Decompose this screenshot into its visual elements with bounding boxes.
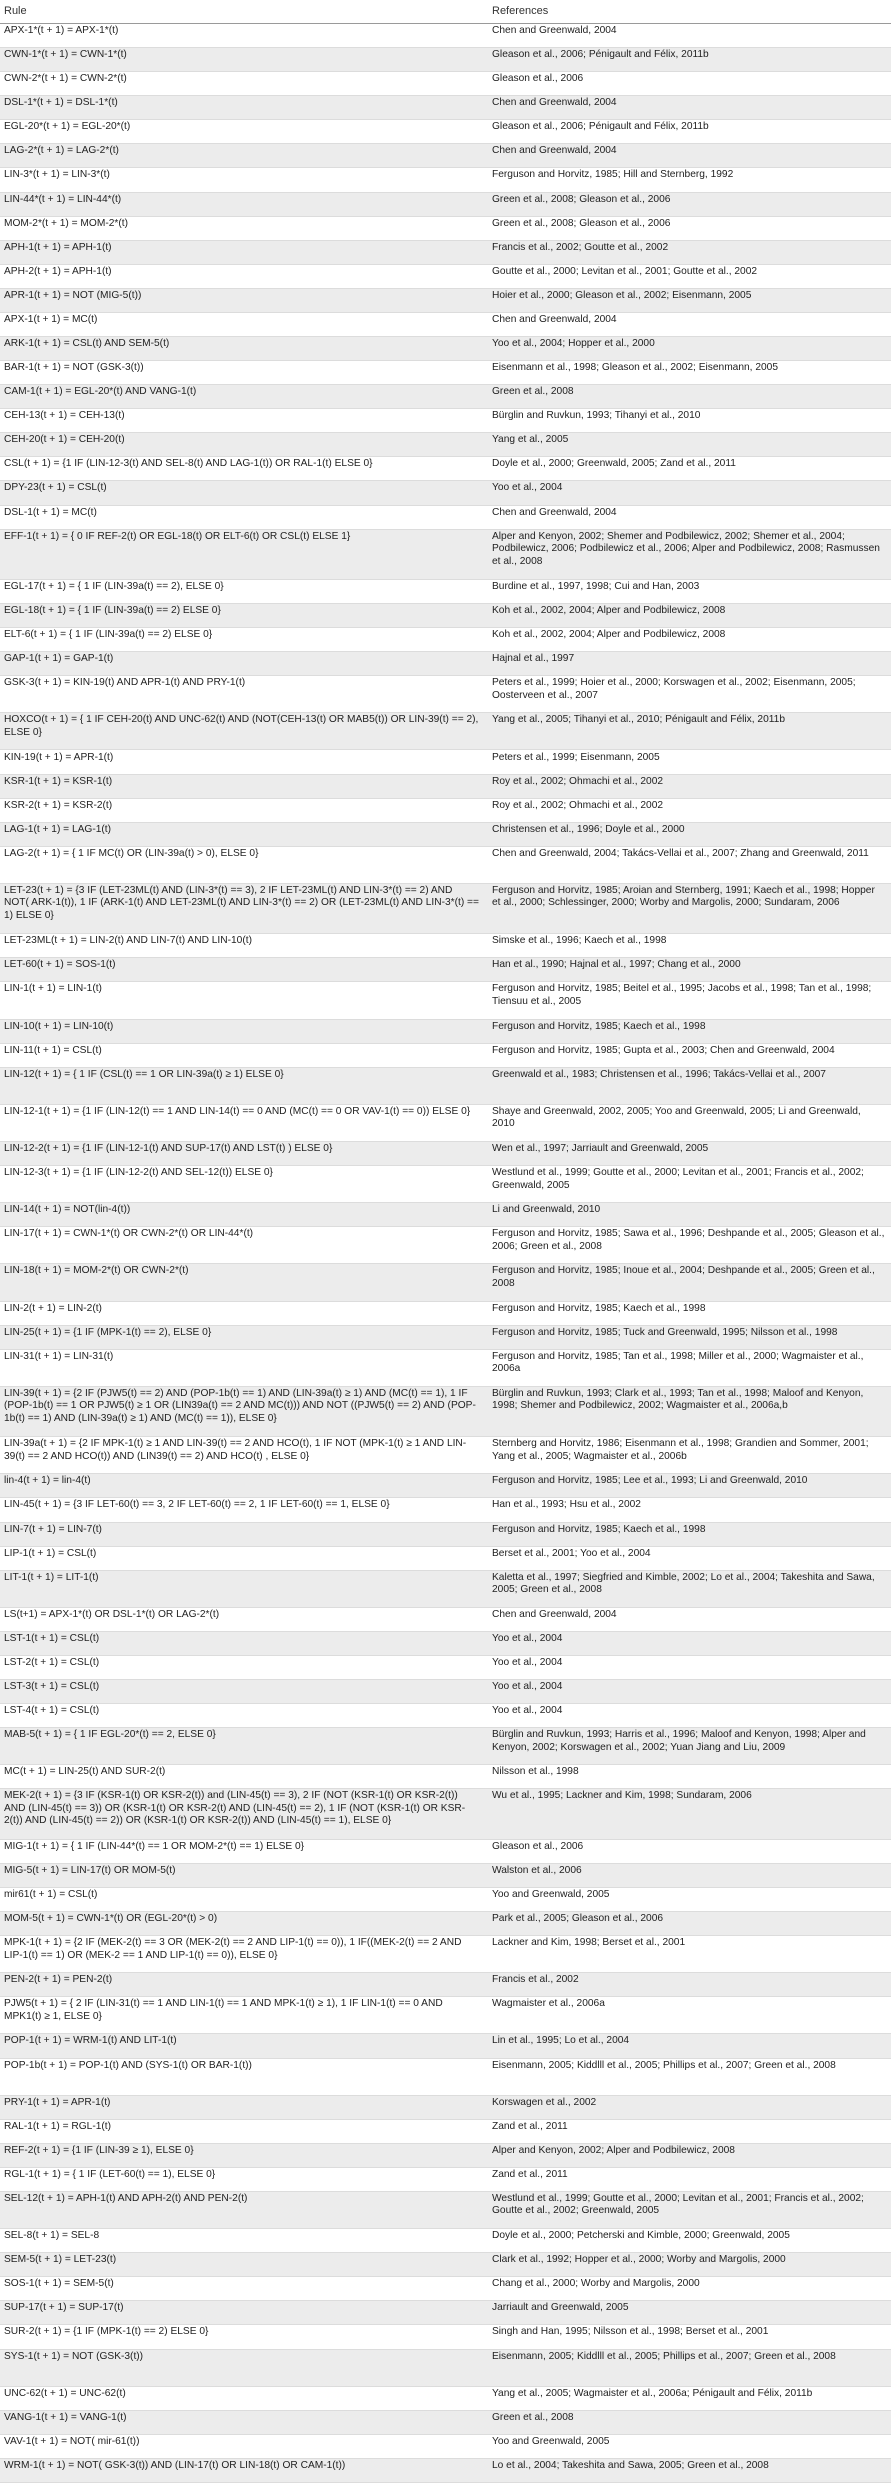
rule-cell: UNC-62(t + 1) = UNC-62(t): [4, 2387, 126, 2399]
table-row: [0, 1227, 891, 1264]
rule-cell: LIN-10(t + 1) = LIN-10(t): [4, 1020, 114, 1032]
rule-cell: LIN-25(t + 1) = {1 IF (MPK-1(t) == 2), ELSE 0}: [4, 1326, 212, 1338]
reference-cell: Ferguson and Horvitz, 1985; Kaech et al., 1998: [492, 1020, 706, 1032]
table-row: [0, 72, 891, 96]
reference-cell: Ferguson and Horvitz, 1985; Lee et al., 1993; Li and Greenwald, 2010: [492, 1475, 808, 1487]
rule-cell: EGL-20*(t + 1) = EGL-20*(t): [4, 121, 131, 133]
rule-cell: SEM-5(t + 1) = LET-23(t): [4, 2254, 117, 2266]
table-row: [0, 1656, 891, 1680]
rule-cell: LIN-39a(t + 1) = {2 IF MPK-1(t) ≥ 1 AND LIN-39(t) == 2 AND HCO(t), 1 IF NOT (MPK-1(t) ≥ 1 AND LIN-39(t) == 2 AND HCO(t)) AND (LIN39(t) == 2) AND HCO(t) , ELSE 0}: [4, 1438, 467, 1462]
table-row: [0, 313, 891, 337]
rule-cell: KIN-19(t + 1) = APR-1(t): [4, 751, 114, 763]
reference-cell: Ferguson and Horvitz, 1985; Sawa et al., 1996; Deshpande et al., 2005; Gleason et al., 2006; Green et al., 2008: [492, 1228, 885, 1252]
reference-cell: Doyle et al., 2000; Petcherski and Kimble, 2000; Greenwald, 2005: [492, 2230, 790, 2242]
reference-cell: Sternberg and Horvitz, 1986; Eisenmann et al., 1998; Grandien and Sommer, 2001; Yang et al., 2005; Wagmaister et al., 2006b: [492, 1438, 869, 1462]
rule-cell: LIN-11(t + 1) = CSL(t): [4, 1044, 102, 1056]
table-row: [0, 48, 891, 72]
rule-cell: LET-23ML(t + 1) = LIN-2(t) AND LIN-7(t) AND LIN-10(t): [4, 935, 252, 947]
table-row: [0, 1608, 891, 1632]
reference-cell: Green et al., 2008; Gleason et al., 2006: [492, 217, 671, 229]
rule-cell: MAB-5(t + 1) = { 1 IF EGL-20*(t) == 2, ELSE 0}: [4, 1729, 216, 1741]
reference-cell: Chen and Greenwald, 2004: [492, 25, 617, 36]
table-row: [0, 433, 891, 457]
rule-cell: APH-2(t + 1) = APH-1(t): [4, 265, 112, 277]
rule-cell: KSR-1(t + 1) = KSR-1(t): [4, 775, 113, 787]
rule-cell: LAG-2*(t + 1) = LAG-2*(t): [4, 145, 119, 157]
reference-cell: Walston et al., 2006: [492, 1864, 582, 1876]
reference-cell: Korswagen et al., 2002: [492, 2096, 597, 2108]
table-row: [0, 1789, 891, 1839]
rule-cell: LST-1(t + 1) = CSL(t): [4, 1632, 100, 1644]
rule-cell: MOM-2*(t + 1) = MOM-2*(t): [4, 217, 128, 229]
table-row: [0, 2277, 891, 2301]
table-row: [0, 847, 891, 884]
reference-cell: Chang et al., 2000; Worby and Margolis, 2000: [492, 2278, 700, 2290]
table-row: [0, 1680, 891, 1704]
rule-cell: LIN-12-1(t + 1) = {1 IF (LIN-12(t) == 1 AND LIN-14(t) == 0 AND (MC(t) == 0 OR VAV-1(t) == 0)) ELSE 0}: [4, 1105, 471, 1117]
reference-cell: Yoo et al., 2004: [492, 482, 563, 494]
table-row: [0, 676, 891, 713]
reference-cell: Peters et al., 1999; Hoier et al., 2000; Korswagen et al., 2002; Eisenmann, 2005; Oosterveen et al., 2007: [492, 677, 856, 701]
rule-cell: RAL-1(t + 1) = RGL-1(t): [4, 2120, 111, 2132]
header-rule: Rule: [4, 5, 27, 17]
rule-cell: MIG-5(t + 1) = LIN-17(t) OR MOM-5(t): [4, 1864, 176, 1876]
table-row: [0, 385, 891, 409]
reference-cell: Ferguson and Horvitz, 1985; Kaech et al., 1998: [492, 1523, 706, 1535]
rule-cell: POP-1b(t + 1) = POP-1(t) AND (SYS-1(t) OR BAR-1(t)): [4, 2059, 252, 2071]
table-row: [0, 1840, 891, 1864]
table-row: [0, 580, 891, 604]
table-row: [0, 823, 891, 847]
table-row: [0, 1912, 891, 1936]
table-row: [0, 713, 891, 750]
table-row: [0, 1044, 891, 1068]
rule-cell: PRY-1(t + 1) = APR-1(t): [4, 2096, 111, 2108]
table-row: [0, 1068, 891, 1105]
reference-cell: Francis et al., 2002: [492, 1974, 579, 1986]
table-row: [0, 1302, 891, 1326]
reference-cell: Burdine et al., 1997, 1998; Cui and Han, 2003: [492, 580, 700, 592]
reference-cell: Jarriault and Greenwald, 2005: [492, 2302, 629, 2314]
rule-cell: LST-2(t + 1) = CSL(t): [4, 1657, 100, 1668]
reference-cell: Lackner and Kim, 1998; Berset et al., 2001: [492, 1937, 686, 1949]
rule-cell: LET-23(t + 1) = {3 IF (LET-23ML(t) AND (LIN-3*(t) == 3), 2 IF LET-23ML(t) AND LIN-3*(t) == 2) AND NOT( ARK-1(t)), 1 IF (ARK-1(t) AND LET-23ML(t) AND LIN-3*(t) == 2) OR (LET-23ML(t) AND LIN-3*(t) == 1) ELSE 0}: [4, 884, 479, 921]
rule-cell: MOM-5(t + 1) = CWN-1*(t) OR (EGL-20*(t) > 0): [4, 1912, 218, 1924]
rule-cell: RGL-1(t + 1) = { 1 IF (LET-60(t) == 1), ELSE 0}: [4, 2168, 216, 2180]
table-row: [0, 1997, 891, 2034]
table-row: [0, 1387, 891, 1437]
reference-cell: Lo et al., 2004; Takeshita and Sawa, 2005; Green et al., 2008: [492, 2459, 769, 2471]
table-row: [0, 1474, 891, 1498]
reference-cell: Gleason et al., 2006; Pénigault and Félix, 2011b: [492, 49, 709, 61]
reference-cell: Yoo et al., 2004: [492, 1657, 563, 1668]
reference-cell: Han et al., 1993; Hsu et al., 2002: [492, 1499, 641, 1511]
rule-cell: LST-3(t + 1) = CSL(t): [4, 1681, 100, 1693]
rule-cell: LIN-44*(t + 1) = LIN-44*(t): [4, 193, 122, 205]
rule-cell: CEH-20(t + 1) = CEH-20(t): [4, 434, 125, 446]
reference-cell: Bürglin and Ruvkun, 1993; Harris et al., 1996; Maloof and Kenyon, 1998; Alper and Kenyon, 2002; Korswagen et al., 2002; Yuan Jiang and Liu, 2009: [492, 1729, 866, 1753]
rule-cell: DSL-1*(t + 1) = DSL-1*(t): [4, 97, 118, 109]
table-row: [0, 2096, 891, 2120]
rule-cell: SUP-17(t + 1) = SUP-17(t): [4, 2302, 124, 2314]
reference-cell: Peters et al., 1999; Eisenmann, 2005: [492, 751, 660, 763]
table-row: [0, 775, 891, 799]
table-row: [0, 1728, 891, 1765]
rule-cell: SOS-1(t + 1) = SEM-5(t): [4, 2278, 114, 2290]
reference-cell: Doyle et al., 2000; Greenwald, 2005; Zand et al., 2011: [492, 458, 736, 470]
table-row: [0, 604, 891, 628]
table-row: [0, 193, 891, 217]
rule-cell: CWN-1*(t + 1) = CWN-1*(t): [4, 49, 127, 61]
table-row: [0, 958, 891, 982]
table-row: [0, 289, 891, 313]
reference-cell: Westlund et al., 1999; Goutte et al., 2000; Levitan et al., 2001; Francis et al., 2002; Goutte et al., 2002; Greenwald, 2005: [492, 2192, 864, 2217]
rule-cell: LAG-1(t + 1) = LAG-1(t): [4, 823, 112, 835]
reference-cell: Berset et al., 2001; Yoo et al., 2004: [492, 1547, 651, 1559]
table-row: [0, 481, 891, 505]
table-row: [0, 2411, 891, 2435]
reference-cell: Koh et al., 2002, 2004; Alper and Podbilewicz, 2008: [492, 629, 726, 641]
reference-cell: Eisenmann et al., 1998; Gleason et al., 2002; Eisenmann, 2005: [492, 362, 779, 374]
rule-cell: LIN-31(t + 1) = LIN-31(t): [4, 1350, 114, 1362]
reference-cell: Koh et al., 2002, 2004; Alper and Podbilewicz, 2008: [492, 604, 726, 616]
reference-cell: Gleason et al., 2006: [492, 73, 584, 85]
reference-cell: Alper and Kenyon, 2002; Alper and Podbilewicz, 2008: [492, 2144, 735, 2156]
rule-cell: SYS-1(t + 1) = NOT (GSK-3(t)): [4, 2350, 144, 2362]
reference-cell: Ferguson and Horvitz, 1985; Beitel et al., 1995; Jacobs et al., 1998; Tan et al., 1998; Tiensuu et al., 2005: [492, 983, 872, 1007]
rule-cell: MEK-2(t + 1) = {3 IF (KSR-1(t) OR KSR-2(t)) and (LIN-45(t) == 3), 2 IF (NOT (KSR-1(t) OR KSR-2(t)) AND (LIN-45(t) == 3)) OR (KSR-1(t) OR KSR-2(t) AND (LIN-45(t) == 2), 1 IF (NOT (KSR-1(t) OR KSR-2(t)) AND (LIN-45(t) == 2)) OR (KSR-1(t) OR KSR-2(t)) AND (LIN-45(t) == 1), ELSE 0}: [4, 1790, 466, 1827]
reference-cell: Hoier et al., 2000; Gleason et al., 2002; Eisenmann, 2005: [492, 289, 752, 301]
rule-cell: DPY-23(t + 1) = CSL(t): [4, 482, 107, 494]
reference-cell: Chen and Greenwald, 2004: [492, 1608, 617, 1620]
table-row: [0, 144, 891, 168]
table-row: [0, 652, 891, 676]
reference-cell: Lin et al., 1995; Lo et al., 2004: [492, 2035, 630, 2047]
rule-cell: SEL-8(t + 1) = SEL-8: [4, 2230, 100, 2242]
rule-cell: POP-1(t + 1) = WRM-1(t) AND LIT-1(t): [4, 2035, 177, 2047]
table-row: [0, 168, 891, 192]
rule-cell: SEL-12(t + 1) = APH-1(t) AND APH-2(t) AND PEN-2(t): [4, 2192, 248, 2204]
table-row: [0, 2301, 891, 2325]
table-row: [0, 2435, 891, 2459]
reference-cell: Yang et al., 2005: [492, 434, 569, 446]
table-row: [0, 457, 891, 481]
table-row: [0, 1437, 891, 1474]
rule-cell: GAP-1(t + 1) = GAP-1(t): [4, 653, 114, 665]
reference-cell: Yoo and Greenwald, 2005: [492, 2435, 610, 2447]
table-row: [0, 1547, 891, 1571]
reference-cell: Bürglin and Ruvkun, 1993; Tihanyi et al., 2010: [492, 410, 701, 422]
reference-cell: Ferguson and Horvitz, 1985; Hill and Sternberg, 1992: [492, 169, 734, 181]
table-row: [0, 1350, 891, 1387]
reference-cell: Gleason et al., 2006; Pénigault and Félix, 2011b: [492, 121, 709, 133]
reference-cell: Wu et al., 1995; Lackner and Kim, 1998; Sundaram, 2006: [492, 1790, 752, 1802]
rule-cell: PJW5(t + 1) = { 2 IF (LIN-31(t) == 1 AND LIN-1(t) == 1 AND MPK-1(t) ≥ 1), 1 IF LIN-1(t) == 0 AND MPK1(t) ≥ 1, ELSE 0}: [4, 1998, 443, 2022]
reference-cell: Wen et al., 1997; Jarriault and Greenwald, 2005: [492, 1143, 709, 1154]
reference-cell: Bürglin and Ruvkun, 1993; Clark et al., 1993; Tan et al., 1998; Maloof and Kenyon, 1998; Shemer and Podbilewicz, 2002; Wagmaister et al., 2006a,b: [492, 1387, 864, 1412]
rule-cell: PEN-2(t + 1) = PEN-2(t): [4, 1974, 113, 1986]
reference-cell: Eisenmann, 2005; Kiddlll et al., 2005; Phillips et al., 2007; Green et al., 2008: [492, 2059, 836, 2071]
rule-cell: REF-2(t + 1) = {1 IF (LIN-39 ≥ 1), ELSE 0}: [4, 2144, 194, 2156]
rule-cell: APX-1*(t + 1) = APX-1*(t): [4, 25, 119, 36]
reference-cell: Gleason et al., 2006: [492, 1840, 584, 1852]
table-row: [0, 217, 891, 241]
reference-cell: Ferguson and Horvitz, 1985; Tuck and Greenwald, 1995; Nilsson et al., 1998: [492, 1326, 838, 1338]
rule-cell: LIN-45(t + 1) = {3 IF LET-60(t) == 3, 2 IF LET-60(t) == 2, 1 IF LET-60(t) == 1, ELSE 0}: [4, 1499, 390, 1511]
table-row: [0, 2387, 891, 2411]
reference-cell: Alper and Kenyon, 2002; Shemer and Podbilewicz, 2002; Shemer et al., 2004; Podbilewicz, 2006; Podbilewicz et al., 2006; Alper and Podbilewicz, 2008; Rasmussen et al., 2008: [492, 530, 880, 567]
reference-cell: Li and Greenwald, 2010: [492, 1204, 601, 1216]
table-row: [0, 530, 891, 580]
table-row: [0, 506, 891, 530]
reference-cell: Yang et al., 2005; Wagmaister et al., 2006a; Pénigault and Félix, 2011b: [492, 2387, 813, 2399]
table-row: [0, 1632, 891, 1656]
table-row: [0, 1936, 891, 1973]
table-row: [0, 2229, 891, 2253]
table-row: [0, 1264, 891, 1301]
rule-cell: CSL(t + 1) = {1 IF (LIN-12-3(t) AND SEL-8(t) AND LAG-1(t)) OR RAL-1(t) ELSE 0}: [4, 458, 373, 470]
reference-cell: Eisenmann, 2005; Kiddlll et al., 2005; Phillips et al., 2007; Green et al., 2008: [492, 2350, 836, 2362]
reference-cell: Francis et al., 2002; Goutte et al., 2002: [492, 241, 669, 253]
reference-cell: Simske et al., 1996; Kaech et al., 1998: [492, 935, 667, 947]
rule-cell: CEH-13(t + 1) = CEH-13(t): [4, 410, 125, 422]
rule-cell: SUR-2(t + 1) = {1 IF (MPK-1(t) == 2) ELSE 0}: [4, 2326, 209, 2338]
table-row: [0, 1523, 891, 1547]
reference-cell: Chen and Greenwald, 2004: [492, 145, 617, 157]
rule-cell: mir61(t + 1) = CSL(t): [4, 1888, 98, 1900]
rule-cell: LAG-2(t + 1) = { 1 IF MC(t) OR (LIN-39a(t) > 0), ELSE 0}: [4, 847, 259, 859]
reference-cell: Yang et al., 2005; Tihanyi et al., 2010; Pénigault and Félix, 2011b: [492, 714, 785, 726]
table-row: [0, 1203, 891, 1227]
table-row: [0, 2034, 891, 2058]
reference-cell: Zand et al., 2011: [492, 2120, 568, 2132]
rule-cell: EGL-18(t + 1) = { 1 IF (LIN-39a(t) == 2) ELSE 0}: [4, 604, 221, 616]
reference-cell: Wagmaister et al., 2006a: [492, 1998, 605, 2010]
table-row: [0, 2120, 891, 2144]
table-row: [0, 1571, 891, 1608]
reference-cell: Hajnal et al., 1997: [492, 653, 575, 665]
reference-cell: Chen and Greenwald, 2004: [492, 313, 617, 325]
reference-cell: Westlund et al., 1999; Goutte et al., 2000; Levitan et al., 2001; Francis et al., 2002; Greenwald, 2005: [492, 1167, 864, 1191]
reference-cell: Chen and Greenwald, 2004: [492, 97, 617, 109]
table-row: [0, 2144, 891, 2168]
reference-cell: Chen and Greenwald, 2004; Takács-Vellai et al., 2007; Zhang and Greenwald, 2011: [492, 847, 869, 859]
header-references: References: [492, 5, 549, 17]
reference-cell: Goutte et al., 2000; Levitan et al., 2001; Goutte et al., 2002: [492, 265, 758, 277]
rule-cell: LS(t+1) = APX-1*(t) OR DSL-1*(t) OR LAG-2*(t): [4, 1608, 220, 1620]
table-row: [0, 1704, 891, 1728]
reference-cell: Zand et al., 2011: [492, 2168, 568, 2180]
rule-cell: LIN-12-2(t + 1) = {1 IF (LIN-12-1(t) AND SUP-17(t) AND LST(t) ) ELSE 0}: [4, 1143, 333, 1154]
reference-cell: Chen and Greenwald, 2004: [492, 506, 617, 518]
reference-cell: Yoo et al., 2004; Hopper et al., 2000: [492, 338, 655, 349]
rule-cell: MC(t + 1) = LIN-25(t) AND SUR-2(t): [4, 1766, 166, 1778]
rule-cell: APH-1(t + 1) = APH-1(t): [4, 241, 112, 253]
table-row: [0, 241, 891, 265]
reference-cell: Singh and Han, 1995; Nilsson et al., 1998; Berset et al., 2001: [492, 2326, 769, 2338]
table-row: [0, 120, 891, 144]
table-row: [0, 934, 891, 958]
rule-cell: APX-1(t + 1) = MC(t): [4, 313, 98, 325]
table-row: [0, 1765, 891, 1789]
reference-cell: Yoo et al., 2004: [492, 1705, 563, 1717]
rule-cell: EGL-17(t + 1) = { 1 IF (LIN-39a(t) == 2), ELSE 0}: [4, 580, 224, 592]
rule-cell: CWN-2*(t + 1) = CWN-2*(t): [4, 73, 127, 85]
table-row: [0, 799, 891, 823]
rule-cell: GSK-3(t + 1) = KIN-19(t) AND APR-1(t) AND PRY-1(t): [4, 677, 246, 689]
reference-cell: Kaletta et al., 1997; Siegfried and Kimble, 2002; Lo et al., 2004; Takeshita and Sawa, 2005; Green et al., 2008: [492, 1571, 875, 1596]
table-row: [0, 1973, 891, 1997]
table-row: [0, 2253, 891, 2277]
reference-cell: Green et al., 2008: [492, 386, 574, 398]
table-row: [0, 1498, 891, 1522]
table-row: [0, 1166, 891, 1203]
reference-cell: Roy et al., 2002; Ohmachi et al., 2002: [492, 775, 664, 787]
reference-cell: Clark et al., 1992; Hopper et al., 2000; Worby and Margolis, 2000: [492, 2254, 786, 2266]
rule-cell: HOXCO(t + 1) = { 1 IF CEH-20(t) AND UNC-62(t) AND (NOT(CEH-13(t) OR MAB5(t)) OR LIN-39(t) == 2), ELSE 0}: [4, 714, 479, 738]
rule-cell: WRM-1(t + 1) = NOT( GSK-3(t)) AND (LIN-17(t) OR LIN-18(t) OR CAM-1(t)): [4, 2459, 346, 2471]
table-row: [0, 751, 891, 775]
rule-cell: DSL-1(t + 1) = MC(t): [4, 506, 97, 518]
reference-cell: Ferguson and Horvitz, 1985; Kaech et al., 1998: [492, 1302, 706, 1314]
table-row: [0, 2192, 891, 2229]
table-row: [0, 409, 891, 433]
table-row: [0, 1326, 891, 1350]
table-row: [0, 265, 891, 289]
rule-cell: LIP-1(t + 1) = CSL(t): [4, 1547, 97, 1559]
reference-cell: Greenwald et al., 1983; Christensen et al., 1996; Takács-Vellai et al., 2007: [492, 1068, 826, 1080]
rule-cell: BAR-1(t + 1) = NOT (GSK-3(t)): [4, 362, 144, 374]
reference-cell: Green et al., 2008; Gleason et al., 2006: [492, 193, 671, 205]
table-row: [0, 628, 891, 652]
table-row: [0, 1864, 891, 1888]
rule-cell: VANG-1(t + 1) = VANG-1(t): [4, 2411, 127, 2423]
rule-cell: MPK-1(t + 1) = {2 IF (MEK-2(t) == 3 OR (MEK-2(t) == 2 AND LIP-1(t) == 0)), 1 IF((MEK-2(t) == 2 AND LIP-1(t) == 1) OR (MEK-2 == 1 AND LIP-1(t) == 0)), ELSE 0}: [4, 1937, 462, 1961]
rule-cell: VAV-1(t + 1) = NOT( mir-61(t)): [4, 2435, 140, 2447]
table-row: [0, 1142, 891, 1166]
rule-cell: LIN-12-3(t + 1) = {1 IF (LIN-12-2(t) AND SEL-12(t)) ELSE 0}: [4, 1167, 273, 1179]
reference-cell: Yoo et al., 2004: [492, 1681, 563, 1693]
table-row: [0, 2168, 891, 2192]
table-row: [0, 1105, 891, 1142]
reference-cell: Yoo and Greenwald, 2005: [492, 1888, 610, 1900]
rule-cell: ARK-1(t + 1) = CSL(t) AND SEM-5(t): [4, 338, 170, 349]
rule-cell: APR-1(t + 1) = NOT (MIG-5(t)): [4, 289, 142, 301]
rule-cell: LST-4(t + 1) = CSL(t): [4, 1705, 100, 1717]
rule-cell: LIT-1(t + 1) = LIT-1(t): [4, 1571, 99, 1583]
table-row: [0, 884, 891, 934]
reference-cell: Roy et al., 2002; Ohmachi et al., 2002: [492, 799, 664, 811]
reference-cell: Han et al., 1990; Hajnal et al., 1997; Chang et al., 2000: [492, 959, 741, 971]
rule-cell: LIN-2(t + 1) = LIN-2(t): [4, 1302, 102, 1314]
table-row: [0, 982, 891, 1019]
rule-cell: LET-60(t + 1) = SOS-1(t): [4, 959, 116, 971]
rule-cell: LIN-3*(t + 1) = LIN-3*(t): [4, 169, 110, 181]
reference-cell: Nilsson et al., 1998: [492, 1766, 579, 1778]
rule-cell: lin-4(t + 1) = lin-4(t): [4, 1475, 91, 1487]
rule-cell: KSR-2(t + 1) = KSR-2(t): [4, 799, 113, 811]
rule-cell: LIN-14(t + 1) = NOT(lin-4(t)): [4, 1204, 131, 1216]
table-row: [0, 2325, 891, 2349]
reference-cell: Ferguson and Horvitz, 1985; Tan et al., 1998; Miller et al., 2000; Wagmaister et al., 2006a: [492, 1350, 864, 1375]
rule-cell: LIN-1(t + 1) = LIN-1(t): [4, 983, 102, 995]
reference-cell: Shaye and Greenwald, 2002, 2005; Yoo and Greenwald, 2005; Li and Greenwald, 2010: [492, 1105, 861, 1130]
reference-cell: Ferguson and Horvitz, 1985; Gupta et al., 2003; Chen and Greenwald, 2004: [492, 1044, 835, 1056]
table-row: [0, 2059, 891, 2096]
table-row: [0, 24, 891, 48]
rule-cell: MIG-1(t + 1) = { 1 IF (LIN-44*(t) == 1 OR MOM-2*(t) == 1) ELSE 0}: [4, 1840, 305, 1852]
table-row: [0, 361, 891, 385]
table-row: [0, 2350, 891, 2387]
reference-cell: Green et al., 2008: [492, 2411, 574, 2423]
rule-cell: LIN-39(t + 1) = {2 IF (PJW5(t) == 2) AND (POP-1b(t) == 1) AND (LIN-39a(t) ≥ 1) AND (MC(t) == 1), 1 IF (POP-1b(t) == 1 OR PJW5(t) ≥ 1 OR (LIN39a(t) == 2 AND MC(t))) AND NOT ((PJW5(t) == 2) AND (POP-1b(t) == 1) AND (LIN-39a(t) ≥ 1) AND (MC(t) == 1)), ELSE 0}: [4, 1387, 476, 1424]
reference-cell: Ferguson and Horvitz, 1985; Aroian and Sternberg, 1991; Kaech et al., 1998; Hopper et al., 2000; Schlessinger, 2000; Worby and Margolis, 2000; Sundaram, 2006: [492, 884, 875, 909]
table-row: [0, 1020, 891, 1044]
rule-cell: LIN-17(t + 1) = CWN-1*(t) OR CWN-2*(t) OR LIN-44*(t): [4, 1228, 254, 1240]
reference-cell: Ferguson and Horvitz, 1985; Inoue et al., 2004; Deshpande et al., 2005; Green et al., 2008: [492, 1265, 875, 1289]
rule-cell: LIN-18(t + 1) = MOM-2*(t) OR CWN-2*(t): [4, 1265, 189, 1277]
table-row: [0, 2459, 891, 2483]
rule-cell: LIN-7(t + 1) = LIN-7(t): [4, 1523, 102, 1535]
reference-cell: Park et al., 2005; Gleason et al., 2006: [492, 1912, 664, 1924]
rule-cell: ELT-6(t + 1) = { 1 IF (LIN-39a(t) == 2) ELSE 0}: [4, 629, 213, 641]
reference-cell: Yoo et al., 2004: [492, 1632, 563, 1644]
table-row: [0, 1888, 891, 1912]
rule-cell: CAM-1(t + 1) = EGL-20*(t) AND VANG-1(t): [4, 386, 197, 398]
reference-cell: Christensen et al., 1996; Doyle et al., 2000: [492, 823, 685, 835]
rule-cell: EFF-1(t + 1) = { 0 IF REF-2(t) OR EGL-18(t) OR ELT-6(t) OR CSL(t) ELSE 1}: [4, 530, 351, 542]
table-row: [0, 337, 891, 361]
rule-cell: LIN-12(t + 1) = { 1 IF (CSL(t) == 1 OR LIN-39a(t) ≥ 1) ELSE 0}: [4, 1068, 284, 1080]
table-header: [0, 0, 891, 24]
table-row: [0, 96, 891, 120]
